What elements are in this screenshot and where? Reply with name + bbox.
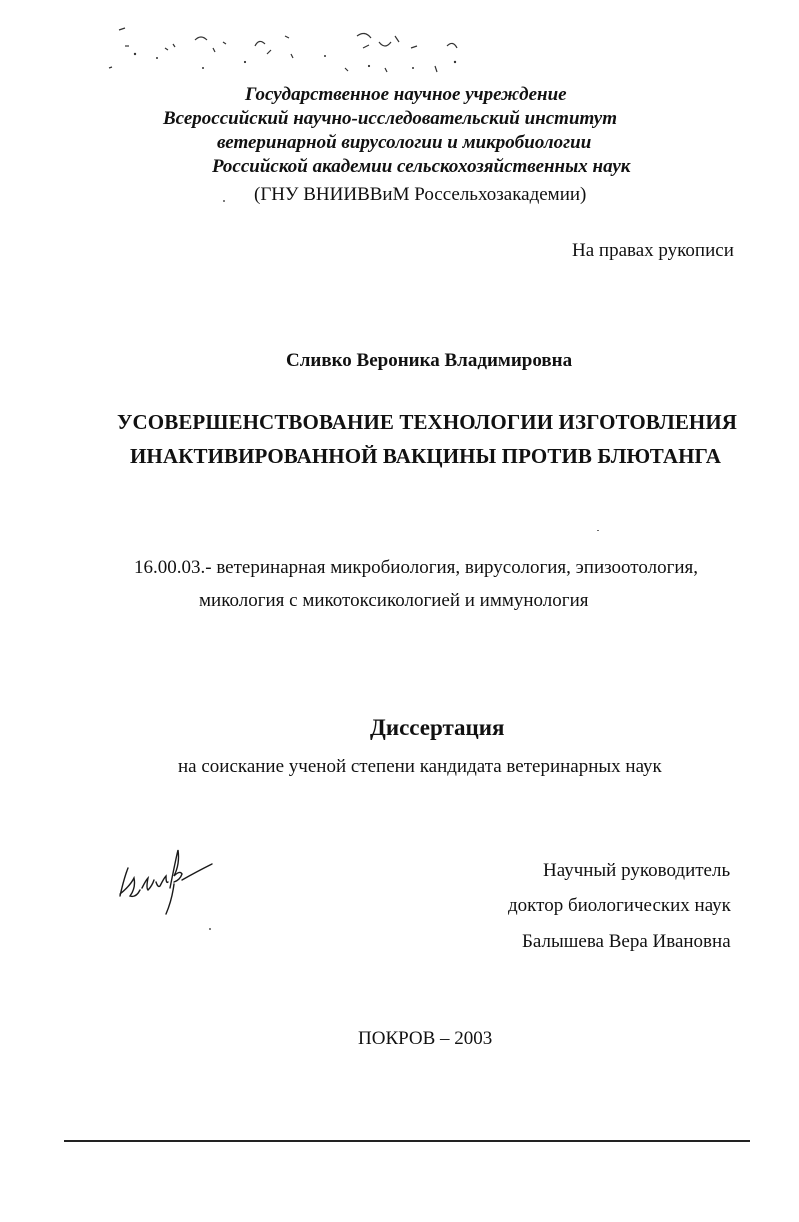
author-name: Сливко Вероника Владимировна [286,350,573,371]
institution-line-3: ветеринарной вирусологии и микробиологии [217,132,592,153]
supervisor-degree: доктор биологических наук [508,895,731,916]
place-year: ПОКРОВ – 2003 [358,1028,493,1049]
institution-line-1: Государственное научное учреждение [245,84,567,105]
supervisor-name: Балышева Вера Ивановна [522,931,731,952]
specialty-line-2: микология с микотоксикологией и иммунология [199,590,589,611]
scan-speck [209,928,211,930]
institution-abbreviation: (ГНУ ВНИИВВиМ Россельхозакадемии) [254,184,587,205]
title-line-2: ИНАКТИВИРОВАННОЙ ВАКЦИНЫ ПРОТИВ БЛЮТАНГА [130,444,721,468]
bottom-divider [64,1140,750,1142]
scan-speck [597,530,599,531]
document-type: Диссертация [370,715,505,740]
manuscript-note: На правах рукописи [572,240,734,261]
scan-noise [95,18,475,88]
institution-line-4: Российской академии сельскохозяйственных наук [212,156,631,177]
supervisor-role: Научный руководитель [543,860,731,881]
institution-line-2: Всероссийский научно-исследовательский институт [163,108,618,129]
scan-speck [223,200,225,202]
degree-line: на соискание ученой степени кандидата ветеринарных наук [178,756,662,777]
signature [112,848,222,918]
title-line-1: УСОВЕРШЕНСТВОВАНИЕ ТЕХНОЛОГИИ ИЗГОТОВЛЕНИЯ [117,410,738,434]
specialty-line-1: 16.00.03.- ветеринарная микробиология, вирусология, эпизоотология, [134,557,699,578]
